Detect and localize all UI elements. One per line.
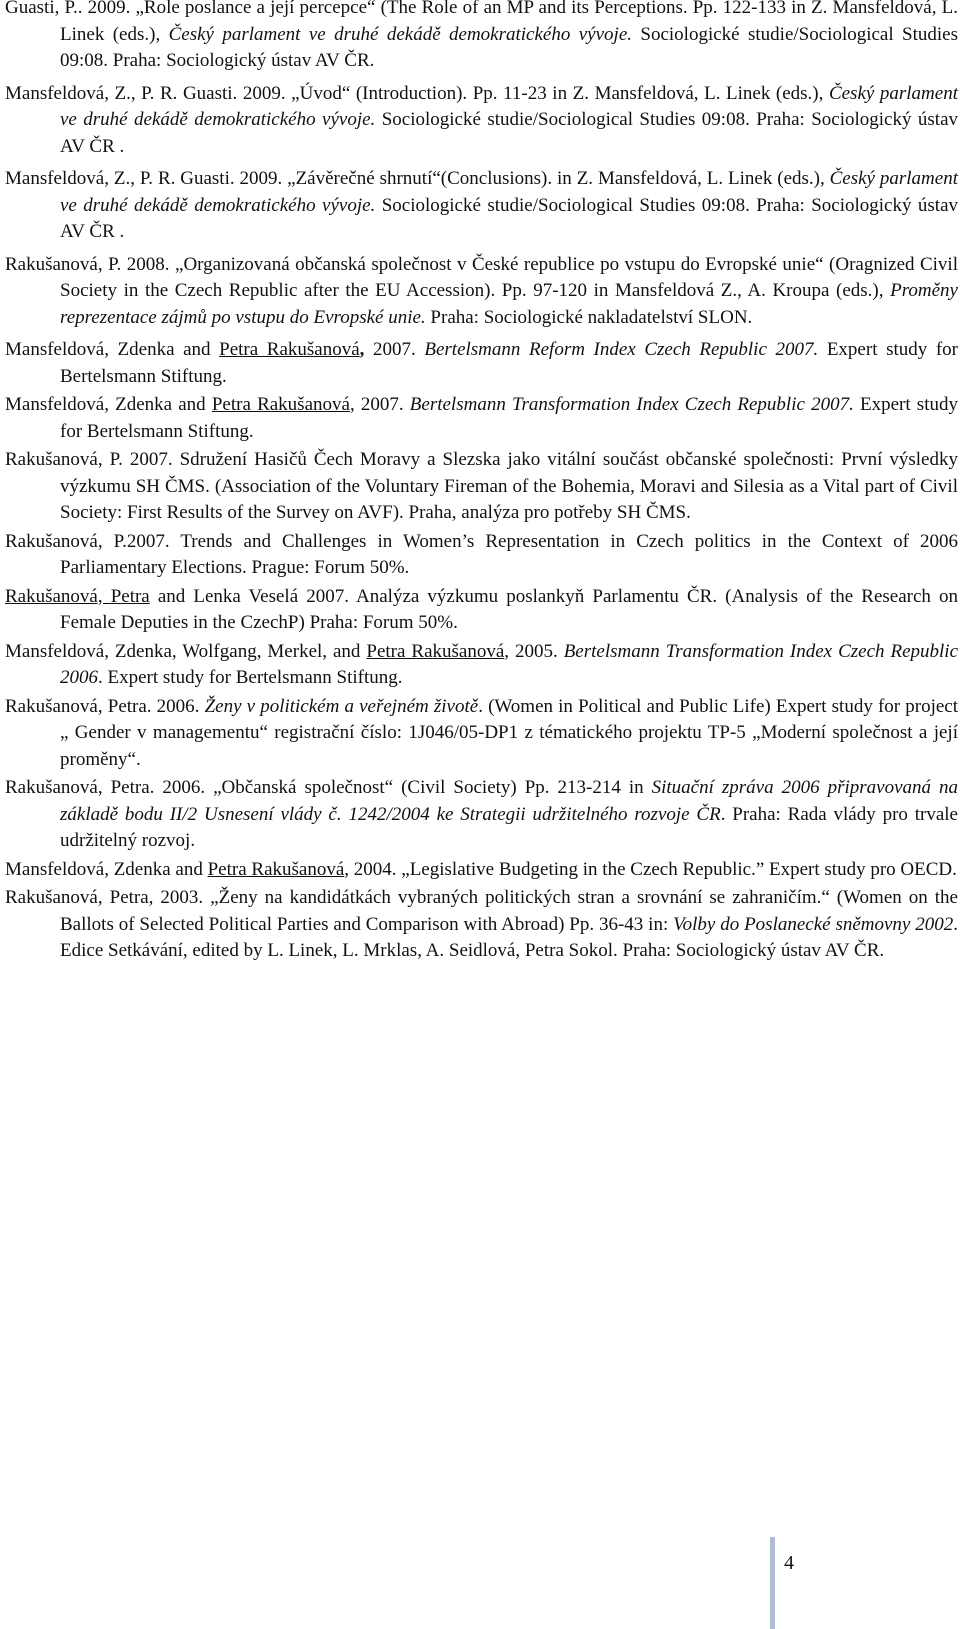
page-number: 4 [784,1552,794,1574]
reference-text: Rakušanová, Petra. 2006. [5,695,205,717]
italic-title: Ženy v politickém a veřejném životě [204,695,479,717]
reference-text: Rakušanová, Petra, 2003. „Ženy na kandidátkách vybraných politických stran a srovnání se zahraničím.“ (Women on the Ballots of Selected Political Parties and Comparison with Abroad) Pp. 36-43 in: [5,887,958,935]
reference-entry [5,337,958,390]
underlined-author: Petra Rakušanová [207,858,345,880]
italic-title: Volby do Poslanecké sněmovny 2002 [673,913,954,935]
reference-entry [5,166,958,246]
reference-text: Mansfeldová, Zdenka, Wolfgang, Merkel, and [5,640,367,662]
italic-title: Proměny reprezentace zájmů po vstupu do Evropské unie. [60,280,958,328]
reference-text: Sociologické studie/Sociological Studies 09:08. Praha: Sociologický ústav AV ČR . [60,109,959,157]
reference-entry [5,81,958,161]
italic-title: Český parlament ve druhé dekádě demokratického vývoje. [60,168,958,216]
reference-entry [5,775,958,855]
reference-entry [5,639,958,692]
reference-entry [5,529,958,582]
underlined-author: Petra Rakušanová [366,640,505,662]
reference-entry [5,857,958,884]
reference-text: Guasti, P.. 2009. „Role poslance a její percepce“ (The Role of an MP and its Perceptions. Pp. 122-133 in Z. Mansfeldová, L. Linek (eds.), [5,0,958,45]
reference-text: Mansfeldová, Zdenka and [5,339,220,360]
reference-text: . (Women in Political and Public Life) Expert study for project „ Gender v managementu“ registrační číslo: 1J046/05-DP1 z tématického projektu TP-5 „Moderní společnost a její proměny“. [60,695,959,770]
reference-entry [5,252,958,332]
bold-text: , [359,339,365,360]
reference-text: Sociologické studie/Sociological Studies 09:08. Praha: Sociologický ústav AV ČR. [60,23,958,71]
italic-title: Bertelsmann Transformation Index Czech Republic 2007. [409,394,854,415]
italic-title: Bertelsmann Reform Index Czech Republic 2007. [424,339,819,360]
reference-text: Mansfeldová, Zdenka and [5,858,208,880]
reference-text: Sociologické studie/Sociological Studies 09:08. Praha: Sociologický ústav AV ČR . [60,194,959,242]
reference-text: Rakušanová, P. 2008. „Organizovaná občanská společnost v České republice po vstupu do Evropské unie“ (Oragnized Civil Society in the Czech Republic after the EU Accession). Pp. 97-120 in Mansfeldová Z., A. Kroupa (eds.), [5,253,958,301]
reference-text: , 2004. „Legislative Budgeting in the Czech Republic.” Expert study pro OECD. [344,858,957,880]
reference-text: Mansfeldová, Zdenka and [5,394,212,415]
reference-text: 2007. [364,339,425,360]
reference-text: . Praha: Rada vlády pro trvale udržitelný rozvoj. [60,803,958,851]
reference-text: . Expert study for Bertelsmann Stiftung. [98,667,403,688]
reference-text: Expert study for Bertelsmann Stiftung. [60,394,958,442]
italic-title: Český parlament ve druhé dekádě demokratického vývoje. [60,82,958,130]
italic-title: Český parlament ve druhé dekádě demokratického vývoje. [168,23,633,45]
reference-entry [5,0,958,75]
reference-text: , 2007. [349,394,410,415]
reference-text: Mansfeldová, Z., P. R. Guasti. 2009. „Závěrečné shrnutí“(Conclusions). in Z. Mansfeldová, L. Linek (eds.), [5,168,830,189]
reference-text: Expert study for Bertelsmann Stiftung. [60,339,958,387]
reference-text: and Lenka Veselá 2007. Analýza výzkumu poslankyň Parlamentu ČR. (Analysis of the Research on Female Deputies in the CzechP) Praha: Forum 50%. [60,585,959,633]
reference-text: Rakušanová, Petra. 2006. „Občanská společnost“ (Civil Society) Pp. 213-214 in [5,777,652,798]
italic-title: Situační zpráva 2006 připravovaná na základě bodu II/2 Usnesení vlády č. 1242/2004 ke Strategii udržitelného rozvoje ČR [60,777,958,825]
footer-accent-bar [770,1537,775,1629]
reference-text: Rakušanová, P. 2007. Sdružení Hasičů Čech Moravy a Slezska jako vitální součást občanské společnosti: První výsledky výzkumu SH ČMS. (Association of the Voluntary Fireman of the Bohemia, Moravi and Silesia as a Vital part of Civil Society: First Results of the Survey on AVF). Praha, analýza pro potřeby SH ČMS. [5,449,958,523]
reference-entry [5,885,958,965]
underlined-author: Petra Rakušanová [219,339,360,360]
underlined-author: Petra Rakušanová [211,394,350,415]
reference-text: Mansfeldová, Z., P. R. Guasti. 2009. „Úvod“ (Introduction). Pp. 11-23 in Z. Mansfeldová, L. Linek (eds.), [5,82,829,104]
reference-entry [5,584,958,637]
reference-text: . Edice Setkávání, edited by L. Linek, L. Mrklas, A. Seidlová, Petra Sokol. Praha: Sociologický ústav AV ČR. [60,913,958,961]
reference-text: Rakušanová, P.2007. Trends and Challenges in Women’s Representation in Czech politics in the Context of 2006 Parliamentary Elections. Prague: Forum 50%. [5,530,958,578]
underlined-author: Rakušanová, Petra [5,585,150,607]
reference-entry [5,694,958,774]
reference-entry [5,447,958,527]
reference-text: , 2005. [504,640,564,662]
reference-text: Praha: Sociologické nakladatelství SLON. [425,306,753,328]
reference-entry [5,392,958,445]
italic-title: Bertelsmann Transformation Index Czech Republic 2006 [60,640,959,688]
reference-list [5,0,958,965]
